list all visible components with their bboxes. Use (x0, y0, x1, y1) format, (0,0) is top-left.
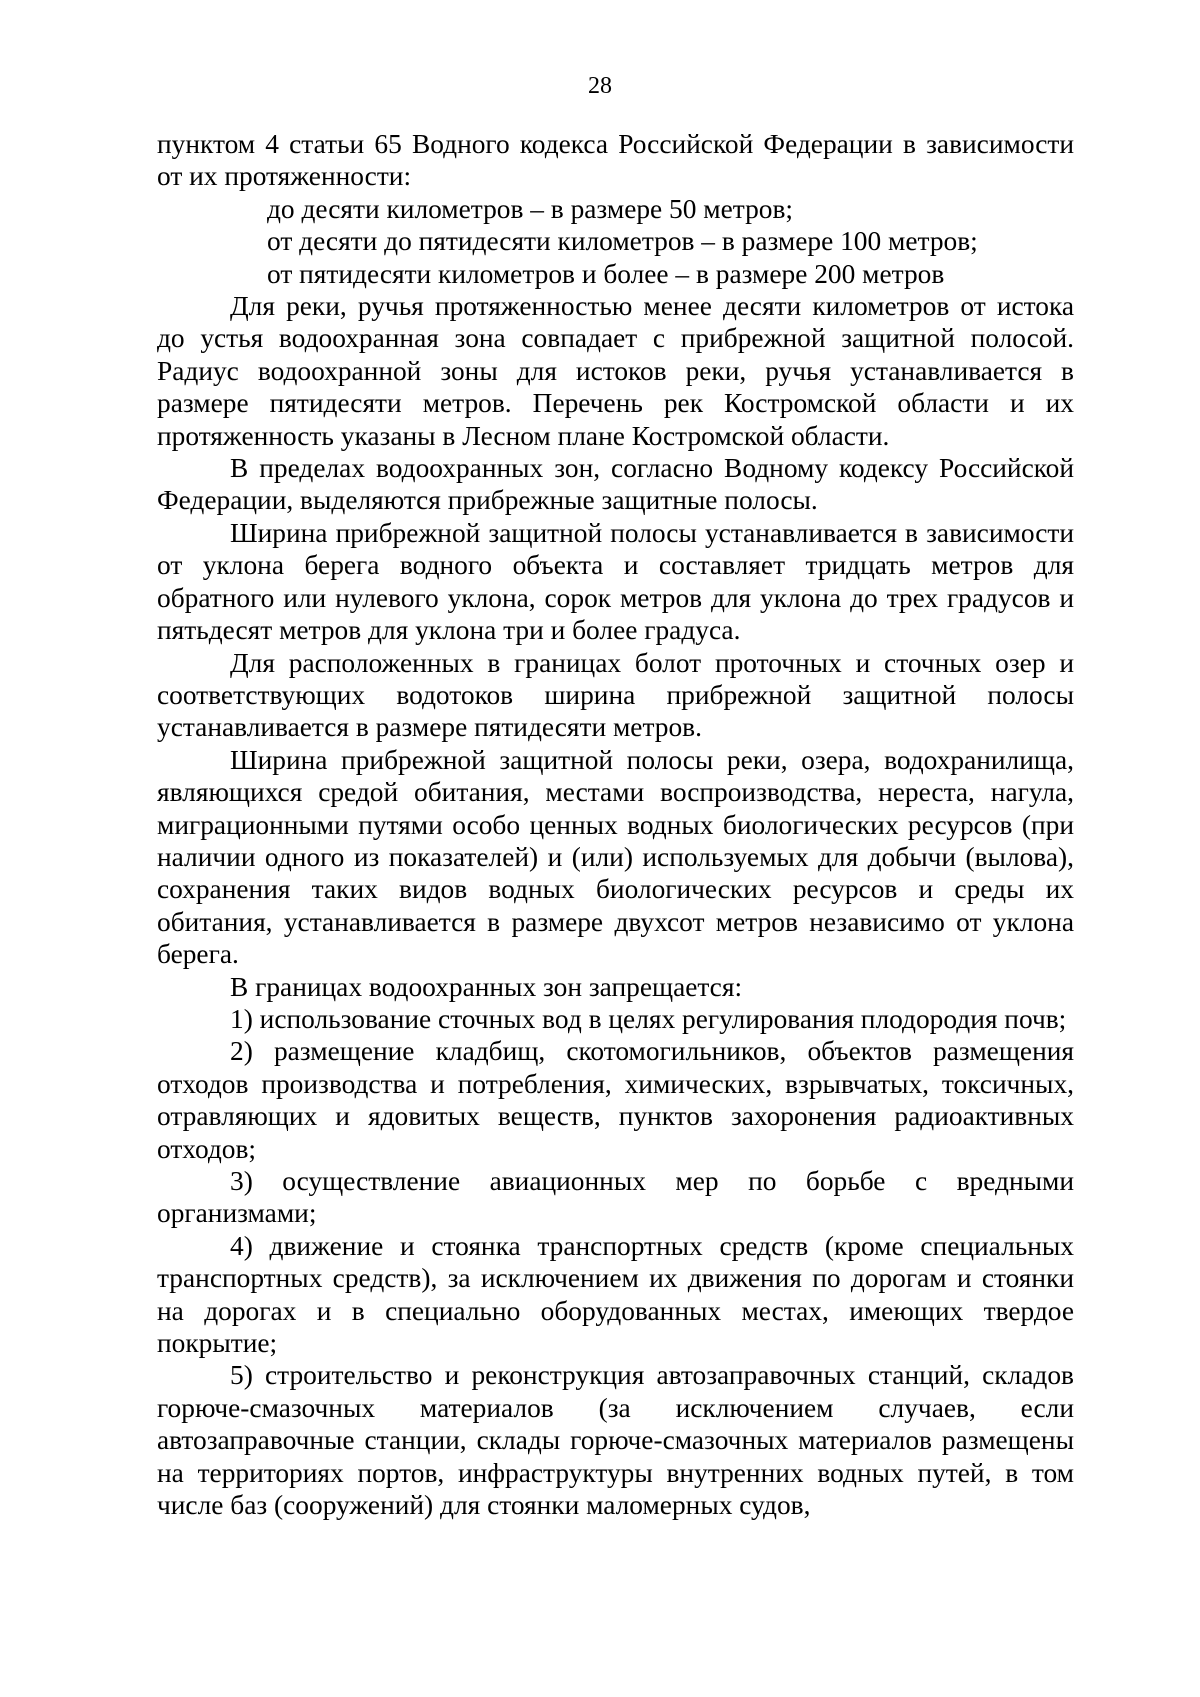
paragraph-swamp-lakes: Для расположенных в границах болот проточных и сточных озер и соответствующих водотоков ширина прибрежной защитной полосы устанавливается в размере пятидесяти метров. (157, 647, 1074, 743)
paragraph-strip-width: Ширина прибрежной защитной полосы устанавливается в зависимости от уклона берега водного объекта и составляет тридцать метров для обратного или нулевого уклона, сорок метров для уклона до трех градусов и пятьдесят метров для уклона три и более градуса. (157, 517, 1074, 646)
prohibition-item-2: 2) размещение кладбищ, скотомогильников, объектов размещения отходов производства и потребления, химических, взрывчатых, токсичных, отравляющих и ядовитых веществ, пунктов захоронения радиоактивных отходов; (157, 1036, 1074, 1164)
prohibition-item-4: 4) движение и стоянка транспортных средств (кроме специальных транспортных средств), за исключением их движения по дорогам и стоянки на дорогах и в специально оборудованных местах, имеющих твердое покрытие; (157, 1230, 1074, 1359)
paragraph-continuation: пунктом 4 статьи 65 Водного кодекса Российской Федерации в зависимости от их протяженности: (157, 129, 1074, 192)
paragraph-prohibitions-intro: В границах водоохранных зон запрещается: (230, 971, 743, 1002)
document-body (157, 128, 1074, 1521)
list-item-up-to-ten-km: до десяти километров – в размере 50 метров; (267, 193, 794, 224)
list-item-over-fifty-km: от пятидесяти километров и более – в размере 200 метров (267, 258, 945, 289)
paragraph-short-rivers: Для реки, ручья протяженностью менее десяти километров от истока до устья водоохранная зона совпадает с прибрежной защитной полосой. Радиус водоохранной зоны для истоков реки, ручья устанавливается в размере пятидесяти метров. Перечень рек Костромской области и их протяженность указаны в Лесном плане Костромской области. (157, 291, 1074, 451)
prohibition-item-3: 3) осуществление авиационных мер по борьбе с вредными организмами; (157, 1166, 1074, 1229)
list-item-ten-to-fifty-km: от десяти до пятидесяти километров – в размере 100 метров; (267, 226, 978, 257)
paragraph-valuable-resources: Ширина прибрежной защитной полосы реки, озера, водохранилища, являющихся средой обитания, местами воспроизводства, нереста, нагула, миграционными путями особо ценных водных биологических ресурсов (при наличии одного из показателей) и (или) используемых для добычи (вылова), сохранения таких видов водных биологических ресурсов и среды их обитания, устанавливается в размере двухсот метров независимо от уклона берега. (157, 744, 1074, 970)
paragraph-protective-strips: В пределах водоохранных зон, согласно Водному кодексу Российской Федерации, выделяются прибрежные защитные полосы. (157, 453, 1074, 516)
prohibition-item-5: 5) строительство и реконструкция автозаправочных станций, складов горюче-смазочных материалов (за исключением случаев, если автозаправочные станции, склады горюче-смазочных материалов размещены на территориях портов, инфраструктуры внутренних водных путей, в том числе баз (сооружений) для стоянки маломерных судов, (157, 1360, 1074, 1521)
page-number: 28 (588, 73, 612, 99)
prohibition-item-1: 1) использование сточных вод в целях регулирования плодородия почв; (230, 1003, 1067, 1034)
